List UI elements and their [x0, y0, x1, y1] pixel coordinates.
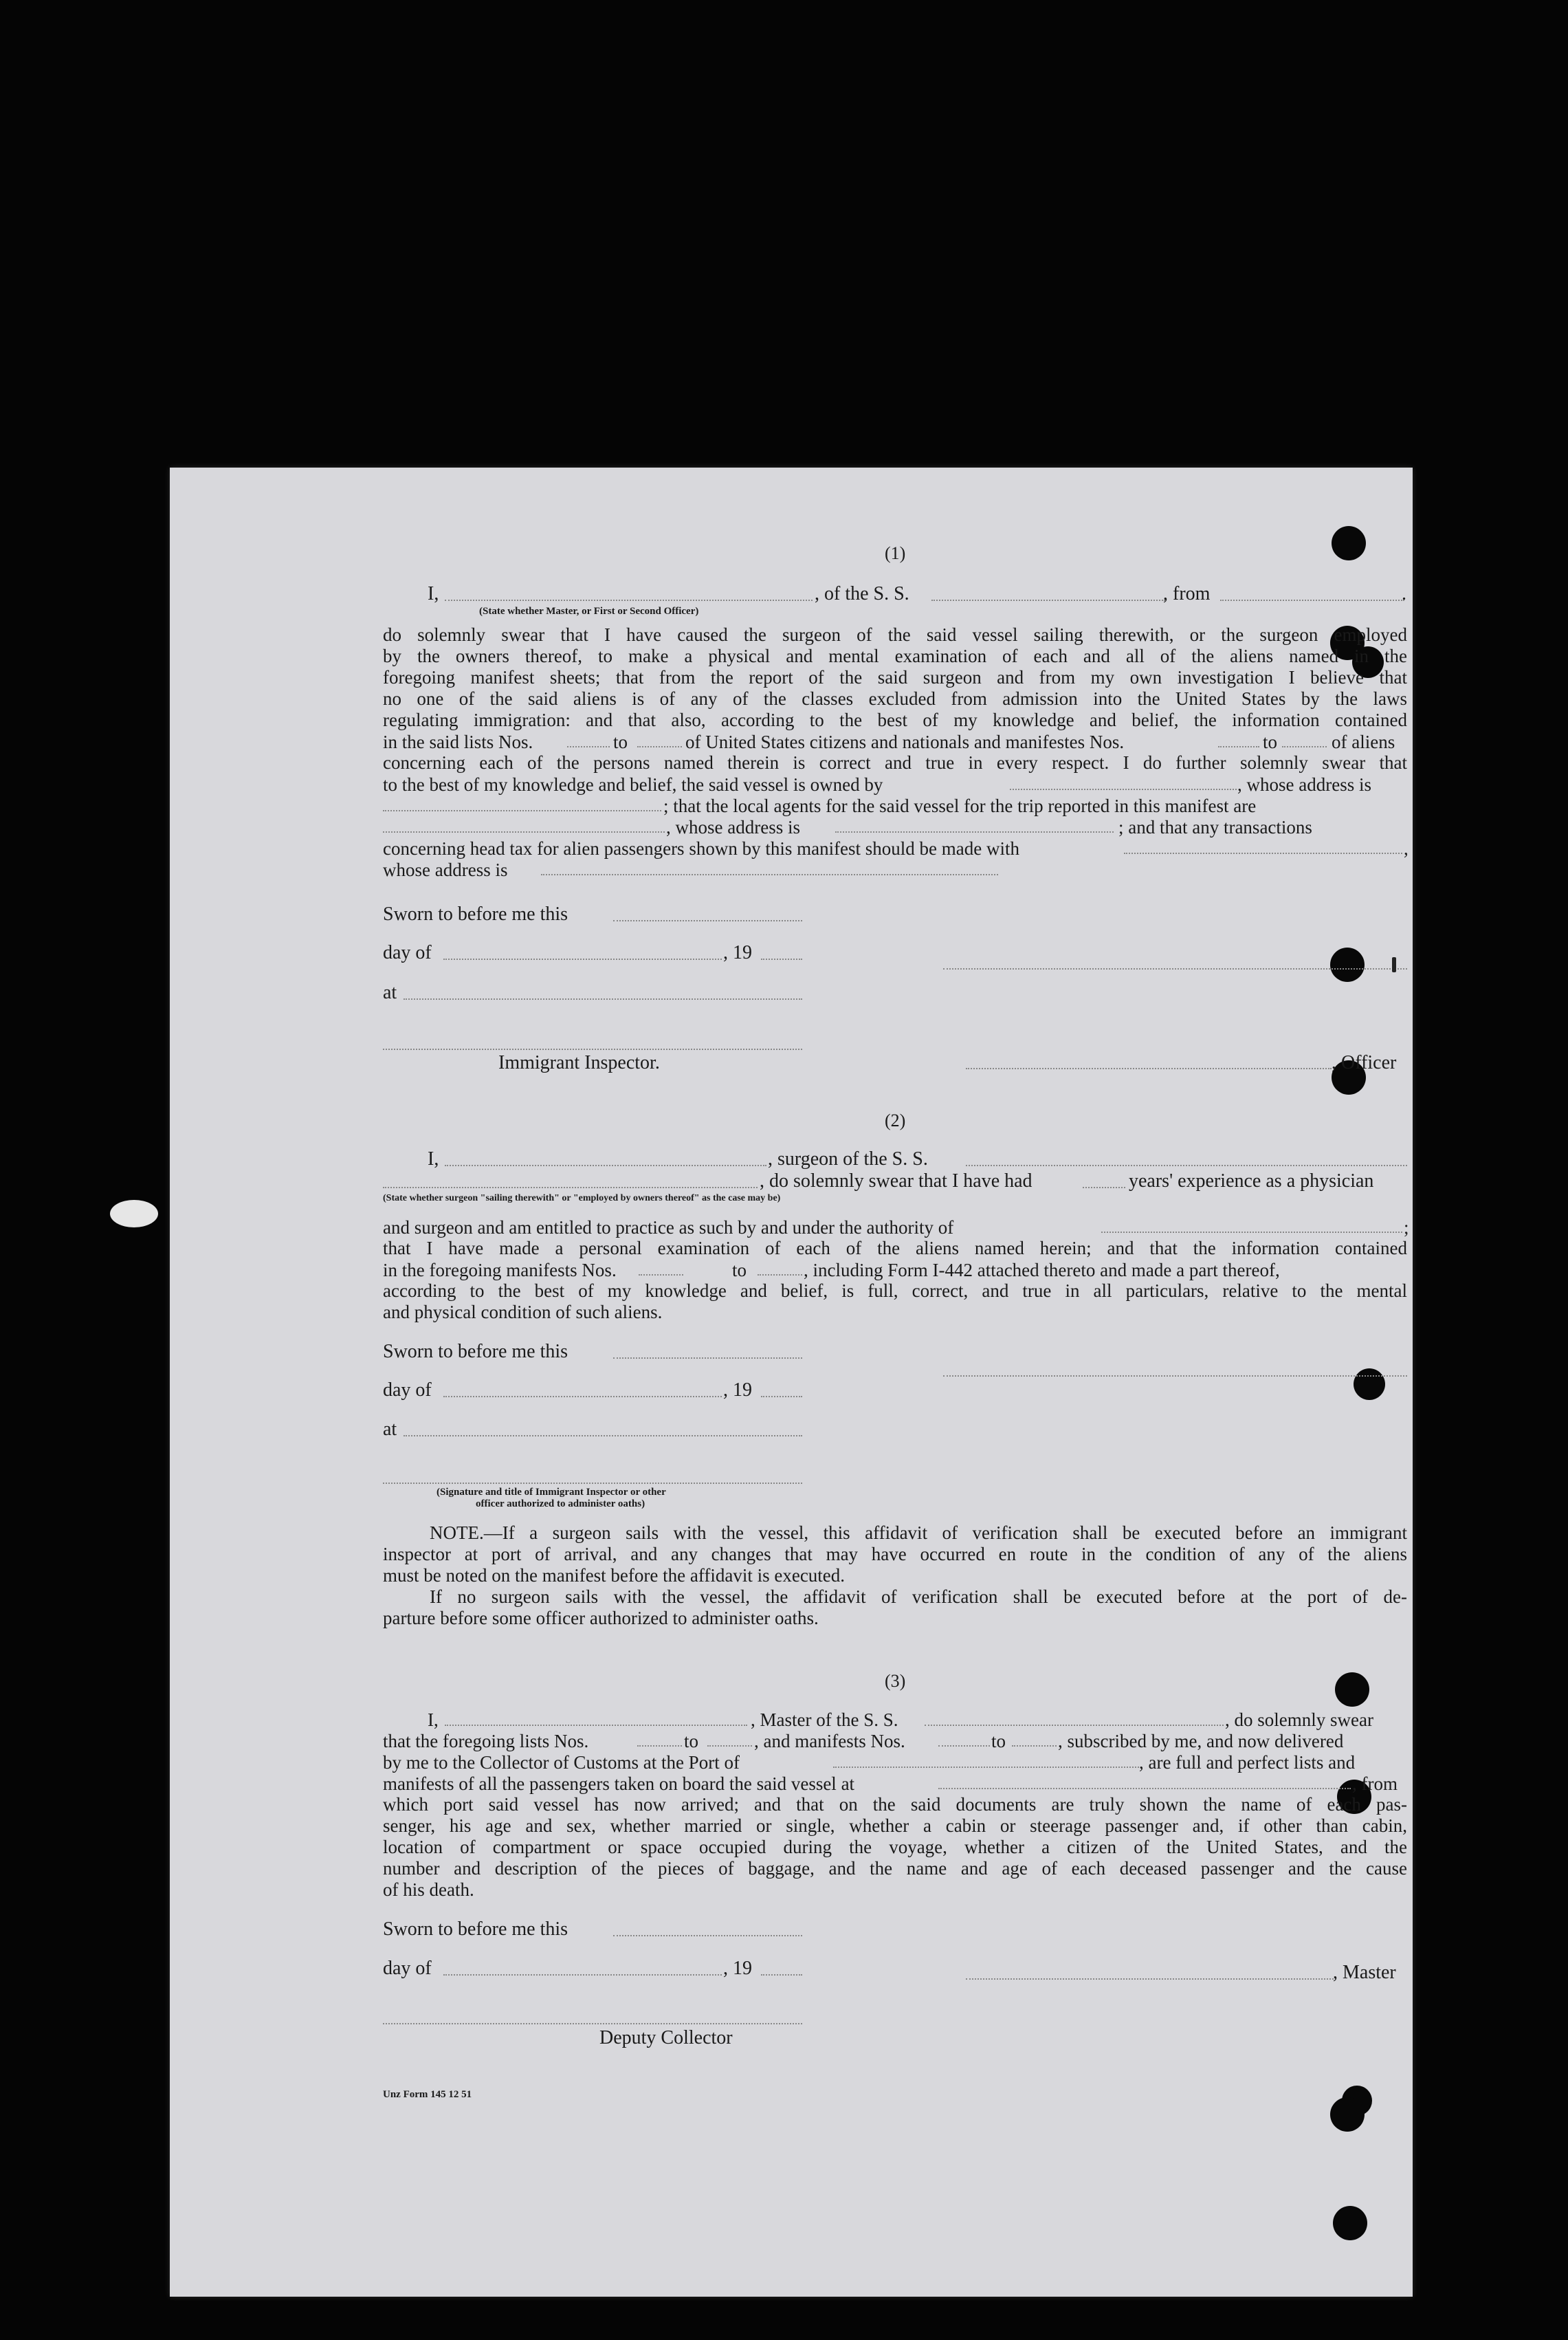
s3-master-of-label: , Master of the S. S.: [751, 1709, 898, 1730]
scan-speck: [1392, 957, 1396, 972]
s3-lists-to-field[interactable]: [707, 1745, 752, 1747]
s2-status-note: (State whether surgeon "sailing therewith" or "employed by owners thereof" as the case may be): [383, 1193, 781, 1203]
s3-dayof-label: day of: [383, 1958, 432, 1979]
s3-month-field[interactable]: [443, 1974, 722, 1976]
punch-hole: [1330, 948, 1365, 982]
s1-manifests-label: of United States citizens and nationals and manifestes Nos.: [685, 732, 1125, 752]
s1-body-line: no one of the said aliens is of any of the classes excluded from admission into the United States by the laws: [383, 688, 1407, 709]
s3-lists-label: that the foregoing lists Nos.: [383, 1731, 589, 1751]
s1-year-field[interactable]: [761, 959, 802, 960]
from-port-field[interactable]: [1220, 600, 1404, 601]
s1-whose-address-label: whose address is: [383, 860, 508, 880]
s1-dayof-label: day of: [383, 942, 432, 963]
punch-hole: [1354, 1368, 1385, 1400]
master-name-field[interactable]: [445, 1725, 747, 1726]
s2-body-line: and physical condition of such aliens.: [383, 1302, 663, 1322]
s3-year-field[interactable]: [761, 1974, 802, 1976]
s3-year-label: , 19: [723, 1958, 752, 1979]
s1-sworn-label: Sworn to before me this: [383, 904, 568, 925]
s3-i-label: I,: [428, 1709, 439, 1730]
s2-form-label: , including Form I-442 attached thereto and made a part thereof,: [804, 1260, 1280, 1280]
s3-manifests-from-field[interactable]: [938, 1745, 990, 1747]
s3-to-label: to: [991, 1731, 1006, 1751]
s3-from-label: , from: [1352, 1773, 1398, 1794]
s2-month-field[interactable]: [443, 1396, 722, 1397]
s3-lists-complete-label: , are full and perfect lists and: [1139, 1752, 1356, 1773]
manifests-to-field[interactable]: [1282, 746, 1327, 747]
punch-hole: [1335, 1672, 1369, 1707]
s3-body-line: which port said vessel has now arrived; and that on the said documents are truly shown the name of each pas-: [383, 1794, 1407, 1815]
punch-hole: [1333, 2206, 1367, 2240]
s3-port-label: by me to the Collector of Customs at the Port of: [383, 1752, 740, 1773]
s1-body-line: concerning each of the persons named therein is correct and true in every respect. I do further solemnly swear that: [383, 752, 1407, 773]
note-line: If no surgeon sails with the vessel, the affidavit of verification shall be executed before at the port of de-: [430, 1586, 1407, 1607]
s1-master-signature-line[interactable]: [943, 968, 1407, 970]
s3-manifests-label: , and manifests Nos.: [754, 1731, 905, 1751]
s3-body-line: location of compartment or space occupied during the voyage, whether a citizen of the United States, and the: [383, 1837, 1407, 1857]
s2-body-line: that I have made a personal examination of each of the aliens named herein; and that the information contained: [383, 1238, 1407, 1258]
s1-sworn-day-field[interactable]: [613, 920, 802, 921]
scan-speck: [110, 1200, 158, 1227]
s3-collector-signature-line[interactable]: [383, 2023, 802, 2024]
s1-month-field[interactable]: [443, 959, 722, 960]
s3-delivered-label: , subscribed by me, and now delivered: [1058, 1731, 1344, 1751]
s1-body-line: foregoing manifest sheets; that from the report of the said surgeon and from my own investigation I believe that: [383, 667, 1407, 688]
s1-officer-label: , Officer: [1332, 1052, 1397, 1073]
s1-to-label: to: [1263, 732, 1278, 752]
s2-surgeon-signature-line[interactable]: [943, 1375, 1407, 1377]
s2-to-label: to: [732, 1260, 747, 1280]
s1-inspector-label: Immigrant Inspector.: [498, 1052, 660, 1073]
years-experience-field[interactable]: [1083, 1187, 1125, 1188]
section-1-number: (1): [885, 543, 906, 563]
s1-body-line: do solemnly swear that I have caused the surgeon of the said vessel sailing therewith, or the surgeon employed: [383, 624, 1407, 645]
s2-body-line: according to the best of my knowledge and belief, is full, correct, and true in all particulars, relative to the mental: [383, 1280, 1407, 1301]
s1-body-line: by the owners thereof, to make a physical and mental examination of each and all of the aliens named in the: [383, 646, 1407, 666]
s3-master-label: , Master: [1333, 1962, 1396, 1983]
s2-inspector-signature-line[interactable]: [383, 1483, 802, 1484]
manifest-affidavit-page: [170, 468, 1413, 2297]
surgeon-status-field[interactable]: [383, 1187, 758, 1188]
s3-body-line: of his death.: [383, 1879, 474, 1900]
headtax-address-field[interactable]: [541, 874, 998, 875]
section-3-number: (3): [885, 1671, 906, 1691]
manifests-from-field[interactable]: [1218, 746, 1259, 747]
s1-officer-signature-line[interactable]: [966, 1068, 1332, 1069]
lists-from-field[interactable]: [567, 746, 610, 747]
s2-sworn-label: Sworn to before me this: [383, 1341, 568, 1362]
s1-from-label: , from: [1163, 583, 1211, 604]
owner-address-field[interactable]: [383, 810, 661, 811]
s3-boarded-label: manifests of all the passengers taken on board the said vessel at: [383, 1773, 855, 1794]
s1-owned-label: to the best of my knowledge and belief, the said vessel is owned by: [383, 774, 883, 795]
s2-surgeon-of-label: , surgeon of the S. S.: [768, 1148, 928, 1170]
s2-ship-name-field[interactable]: [966, 1165, 1407, 1166]
agents-field[interactable]: [383, 831, 665, 833]
s3-body-line: number and description of the pieces of baggage, and the name and age of each deceased passenger and the cause: [383, 1858, 1407, 1879]
s1-agents-label: ; that the local agents for the said vessel for the trip reported in this manifest are: [663, 796, 1257, 816]
punch-hole: [1332, 526, 1366, 560]
s2-manifests-from-field[interactable]: [639, 1274, 683, 1276]
s3-deputy-label: Deputy Collector: [599, 2027, 733, 2048]
s1-lists-label: in the said lists Nos.: [383, 732, 533, 752]
punch-hole: [1330, 2097, 1365, 2132]
s3-ship-name-field[interactable]: [925, 1725, 1224, 1726]
s2-i-label: I,: [428, 1148, 439, 1170]
s1-i-label: I,: [428, 583, 439, 604]
s1-body-line: regulating immigration: and that also, according to the best of my knowledge and belief, the information contained: [383, 710, 1407, 730]
s1-at-label: at: [383, 982, 397, 1003]
s1-of-ss-label: , of the S. S.: [815, 583, 909, 604]
form-number: Unz Form 145 12 51: [383, 2089, 472, 2100]
s3-swear-label: , do solemnly swear: [1225, 1709, 1373, 1730]
s3-master-signature-line[interactable]: [966, 1978, 1334, 1980]
s1-year-label: , 19: [723, 942, 752, 963]
s1-agents-address-label: , whose address is: [666, 817, 800, 838]
rank-field[interactable]: [445, 600, 813, 601]
s2-year-label: , 19: [723, 1379, 752, 1401]
headtax-field[interactable]: [1124, 853, 1402, 854]
note-line: must be noted on the manifest before the affidavit is executed.: [383, 1565, 846, 1586]
s1-transactions-label: ; and that any transactions: [1118, 817, 1312, 838]
surgeon-name-field[interactable]: [445, 1165, 766, 1166]
section-2-number: (2): [885, 1111, 906, 1130]
s2-manifests-to-field[interactable]: [758, 1274, 802, 1276]
s2-signature-note: (Signature and title of Immigrant Inspector or other: [437, 1487, 666, 1498]
s3-to-label: to: [684, 1731, 699, 1751]
s1-address-label: , whose address is: [1237, 774, 1371, 795]
owner-field[interactable]: [1010, 789, 1237, 790]
s1-headtax-label: concerning head tax for alien passengers shown by this manifest should be made with: [383, 838, 1020, 859]
s2-at-label: at: [383, 1419, 397, 1440]
boarding-port-field[interactable]: [938, 1788, 1351, 1789]
ship-name-field[interactable]: [931, 600, 1165, 601]
s1-rank-note: (State whether Master, or First or Second Officer): [479, 606, 699, 617]
customs-port-field[interactable]: [833, 1767, 1139, 1768]
s1-aliens-label: of aliens: [1332, 732, 1395, 752]
s2-manifests-label: in the foregoing manifests Nos.: [383, 1260, 617, 1280]
s2-dayof-label: day of: [383, 1379, 432, 1401]
s2-semicolon: ;: [1404, 1217, 1409, 1238]
s1-inspector-signature-line[interactable]: [383, 1049, 802, 1050]
s2-swear-label: , do solemnly swear that I have had: [760, 1170, 1033, 1192]
s3-manifests-to-field[interactable]: [1012, 1745, 1057, 1747]
lists-to-field[interactable]: [637, 746, 682, 747]
s2-place-field[interactable]: [404, 1435, 802, 1436]
authority-field[interactable]: [1101, 1232, 1402, 1233]
s2-sworn-day-field[interactable]: [613, 1357, 802, 1359]
s2-authority-label: and surgeon and am entitled to practice as such by and under the authority of: [383, 1217, 954, 1238]
s1-comma: ,: [1404, 838, 1409, 859]
s2-signature-note: officer authorized to administer oaths): [476, 1498, 645, 1509]
s3-sworn-label: Sworn to before me this: [383, 1918, 568, 1940]
s3-body-line: senger, his age and sex, whether married or single, whether a cabin or steerage passenger and, if other than cabin,: [383, 1815, 1407, 1836]
note-line: NOTE.—If a surgeon sails with the vessel, this affidavit of verification shall be executed before an immigrant: [430, 1522, 1407, 1543]
s3-sworn-day-field[interactable]: [613, 1935, 802, 1936]
note-line: parture before some officer authorized to administer oaths.: [383, 1608, 819, 1628]
s1-period: .: [1402, 583, 1406, 604]
note-line: inspector at port of arrival, and any changes that may have occurred en route in the condition of any of the aliens: [383, 1544, 1407, 1564]
s2-year-field[interactable]: [761, 1396, 802, 1397]
s1-to-label: to: [613, 732, 628, 752]
agents-address-field[interactable]: [835, 831, 1114, 833]
s2-years-label: years' experience as a physician: [1129, 1170, 1374, 1192]
s1-place-field[interactable]: [404, 998, 802, 1000]
s3-lists-from-field[interactable]: [637, 1745, 682, 1747]
